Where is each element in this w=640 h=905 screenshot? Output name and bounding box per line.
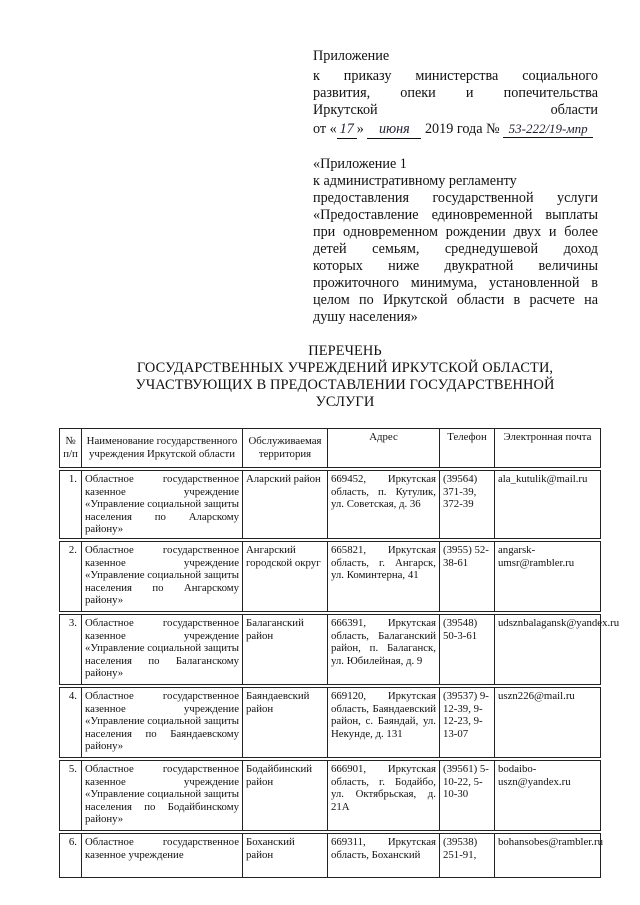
header-line-3	[313, 102, 598, 119]
order-header	[313, 48, 598, 139]
heading-line-4: УСЛУГИ	[315, 394, 375, 410]
row-phone: (3955) 52-38-61	[440, 541, 495, 611]
table-row	[60, 687, 601, 757]
annex-line-8: прожиточного минимума, установленной в	[313, 275, 598, 291]
annex-block	[313, 156, 598, 326]
order-number-handwritten: 53-222/19-мпр	[503, 120, 593, 138]
institutions-table	[59, 428, 620, 878]
row-email: bohansobes@rambler.ru	[495, 833, 601, 877]
annex-line-1: «Приложение 1	[313, 156, 407, 172]
row-email: angarsk-umsr@rambler.ru	[495, 541, 601, 611]
row-territory: Аларский район	[243, 471, 328, 539]
row-address: 669452, Иркутская область, п. Кутулик, ул. Советская, д. 36	[328, 471, 440, 539]
table-row	[60, 541, 601, 611]
date-month-handwritten: июня	[367, 121, 421, 139]
annex-line-7: которых ниже двукратной величины	[313, 258, 598, 274]
row-address: 665821, Иркутская область, г. Ангарск, ул. Коминтерна, 41	[328, 541, 440, 611]
row-territory: Бодайбинский район	[243, 760, 328, 830]
table-row	[60, 760, 601, 830]
date-prefix: от «	[313, 121, 337, 137]
col-header-address: Адрес	[328, 429, 440, 468]
list-heading	[120, 343, 570, 411]
row-address: 666391, Иркутская область, Балаганский район, п. Балаганск, ул. Юбилейная, д. 9	[328, 614, 440, 684]
annex-line-5: при одновременном рождении двух и более	[313, 224, 598, 240]
annex-line-10: душу населения»	[313, 309, 418, 325]
heading-line-2: ГОСУДАРСТВЕННЫХ УЧРЕЖДЕНИЙ ИРКУТСКОЙ ОБЛАСТИ,	[136, 360, 554, 376]
col-header-phone: Телефон	[440, 429, 495, 468]
col-header-num: № п/п	[60, 429, 82, 468]
row-name: Областное государственное казенное учреждение «Управление социальной защиты населения по Аларскому району»	[82, 471, 243, 539]
row-num: 3.	[60, 614, 82, 684]
row-email: ala_kutulik@mail.ru	[495, 471, 601, 539]
annex-line-2: к административному регламенту	[313, 173, 517, 189]
col-header-name: Наименование государственного учреждения Иркутской области	[82, 429, 243, 468]
row-name: Областное государственное казенное учреждение «Управление социальной защиты населения по Ангарскому району»	[82, 541, 243, 611]
row-name: Областное государственное казенное учреждение	[82, 833, 243, 877]
row-num: 6.	[60, 833, 82, 877]
row-address: 669311, Иркутская область, Боханский	[328, 833, 440, 877]
date-mid: »	[356, 121, 364, 137]
annex-line-9: целом по Иркутской области в расчете на	[313, 292, 598, 308]
row-address: 669120, Иркутская область, Баяндаевский район, с. Баяндай, ул. Некунде, д. 131	[328, 687, 440, 757]
row-email: bodaibo-uszn@yandex.ru	[495, 760, 601, 830]
row-num: 5.	[60, 760, 82, 830]
order-date-line	[313, 120, 598, 139]
col-header-email: Электронная почта	[495, 429, 601, 468]
row-territory: Балаганский район	[243, 614, 328, 684]
row-email: uszn226@mail.ru	[495, 687, 601, 757]
col-header-territory: Обслуживаемая территория	[243, 429, 328, 468]
row-territory: Боханский район	[243, 833, 328, 877]
row-phone: (39561) 5-10-22, 5-10-30	[440, 760, 495, 830]
row-territory: Баяндаевский район	[243, 687, 328, 757]
row-num: 4.	[60, 687, 82, 757]
row-phone: (39548) 50-3-61	[440, 614, 495, 684]
table-header-row	[60, 429, 601, 468]
row-name: Областное государственное казенное учреждение «Управление социальной защиты населения по Баяндаевскому району»	[82, 687, 243, 757]
header-line-3a: Иркутской	[313, 102, 378, 118]
table-row	[60, 833, 601, 877]
row-phone: (39538) 251-91,	[440, 833, 495, 877]
header-title: Приложение	[313, 48, 390, 64]
annex-line-3: предоставления государственной услуги	[313, 190, 598, 206]
date-day-handwritten: 17	[337, 121, 357, 139]
row-address: 666901, Иркутская область, г. Бодайбо, ул. Октябрьская, д. 21А	[328, 760, 440, 830]
heading-line-3: УЧАСТВУЮЩИХ В ПРЕДОСТАВЛЕНИИ ГОСУДАРСТВЕННОЙ	[135, 377, 555, 393]
row-name: Областное государственное казенное учреждение «Управление социальной защиты населения по Балаганскому району»	[82, 614, 243, 684]
row-phone: (39564) 371-39, 372-39	[440, 471, 495, 539]
table-row	[60, 614, 601, 684]
heading-line-1: ПЕРЕЧЕНЬ	[308, 343, 382, 359]
row-territory: Ангарский городской округ	[243, 541, 328, 611]
date-year: 2019 года №	[424, 121, 500, 137]
row-email: udsznbalagansk@yandex.ru	[495, 614, 601, 684]
header-line-3b: области	[550, 102, 598, 118]
annex-line-4: «Предоставление единовременной выплаты	[313, 207, 598, 223]
row-num: 2.	[60, 541, 82, 611]
header-line-1: к приказу министерства социального	[313, 68, 598, 84]
row-phone: (39537) 9-12-39, 9-12-23, 9-13-07	[440, 687, 495, 757]
annex-line-6: детей семьям, среднедушевой доход	[313, 241, 598, 257]
header-line-2: развития, опеки и попечительства	[313, 85, 598, 101]
table-row	[60, 471, 601, 539]
row-name: Областное государственное казенное учреждение «Управление социальной защиты населения по Бодайбинскому району»	[82, 760, 243, 830]
row-num: 1.	[60, 471, 82, 539]
